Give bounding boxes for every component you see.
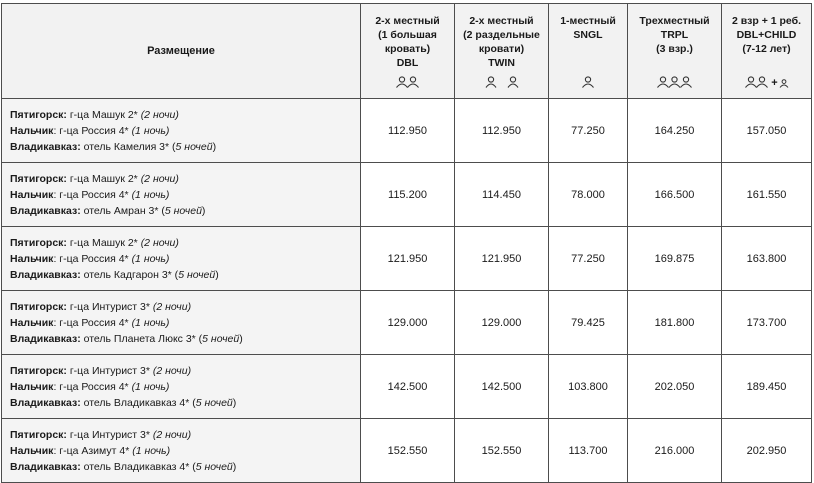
header-sngl bbox=[549, 4, 628, 99]
header-twin-label: 2-х местный (2 раздельные кровати) TWIN bbox=[463, 15, 540, 69]
price-dbl: 152.550 bbox=[361, 419, 455, 483]
route-line-pyatigorsk: Пятигорск: г-ца Интурист 3* (2 ночи) bbox=[10, 364, 192, 377]
header-trpl bbox=[628, 4, 722, 99]
table-row bbox=[2, 99, 812, 163]
one-person-icon bbox=[581, 72, 595, 90]
header-child bbox=[722, 4, 812, 99]
price-table bbox=[1, 3, 812, 483]
header-child-label: 2 взр + 1 реб. DBL+CHILD (7-12 лет) bbox=[731, 15, 802, 55]
price-sngl: 77.250 bbox=[549, 99, 628, 163]
header-placement: Размещение bbox=[2, 4, 361, 99]
table-row bbox=[2, 419, 812, 483]
route-line-nalchik: Нальчик: г-ца Россия 4* (1 ночь) bbox=[10, 380, 170, 393]
price-child: 173.700 bbox=[722, 291, 812, 355]
price-dbl: 129.000 bbox=[361, 291, 455, 355]
plus-sign: + bbox=[771, 77, 778, 89]
route-line-nalchik: Нальчик: г-ца Россия 4* (1 ночь) bbox=[10, 188, 170, 201]
route-line-pyatigorsk: Пятигорск: г-ца Машук 2* (2 ночи) bbox=[10, 236, 179, 249]
price-child: 189.450 bbox=[722, 355, 812, 419]
price-trpl: 216.000 bbox=[628, 419, 722, 483]
table-row bbox=[2, 163, 812, 227]
route-line-pyatigorsk: Пятигорск: г-ца Машук 2* (2 ночи) bbox=[10, 172, 179, 185]
price-twin: 114.450 bbox=[455, 163, 549, 227]
price-trpl: 166.500 bbox=[628, 163, 722, 227]
three-persons-icon bbox=[656, 72, 693, 90]
price-child: 157.050 bbox=[722, 99, 812, 163]
price-twin: 142.500 bbox=[455, 355, 549, 419]
two-separate-persons-icon bbox=[485, 72, 519, 90]
price-trpl: 164.250 bbox=[628, 99, 722, 163]
price-trpl: 181.800 bbox=[628, 291, 722, 355]
price-sngl: 79.425 bbox=[549, 291, 628, 355]
route-line-vladikavkaz: Владикавказ: отель Владикавказ 4* (5 ночей) bbox=[10, 396, 237, 409]
route-line-vladikavkaz: Владикавказ: отель Камелия 3* (5 ночей) bbox=[10, 140, 217, 153]
two-adults-plus-child-icon bbox=[744, 72, 788, 90]
price-trpl: 202.050 bbox=[628, 355, 722, 419]
route-cell bbox=[2, 291, 361, 355]
header-twin bbox=[455, 4, 549, 99]
price-twin: 152.550 bbox=[455, 419, 549, 483]
route-cell bbox=[2, 419, 361, 483]
route-line-pyatigorsk: Пятигорск: г-ца Интурист 3* (2 ночи) bbox=[10, 300, 192, 313]
route-line-vladikavkaz: Владикавказ: отель Владикавказ 4* (5 ночей) bbox=[10, 460, 237, 473]
price-sngl: 103.800 bbox=[549, 355, 628, 419]
route-cell bbox=[2, 99, 361, 163]
route-line-nalchik: Нальчик: г-ца Россия 4* (1 ночь) bbox=[10, 252, 170, 265]
price-dbl: 112.950 bbox=[361, 99, 455, 163]
price-twin: 129.000 bbox=[455, 291, 549, 355]
header-dbl bbox=[361, 4, 455, 99]
header-sngl-label: 1-местный SNGL bbox=[560, 15, 616, 41]
price-dbl: 142.500 bbox=[361, 355, 455, 419]
price-sngl: 78.000 bbox=[549, 163, 628, 227]
route-line-nalchik: Нальчик: г-ца Россия 4* (1 ночь) bbox=[10, 124, 170, 137]
price-child: 163.800 bbox=[722, 227, 812, 291]
table-row bbox=[2, 355, 812, 419]
header-dbl-label: 2-х местный (1 большая кровать) DBL bbox=[375, 15, 440, 69]
price-trpl: 169.875 bbox=[628, 227, 722, 291]
route-line-vladikavkaz: Владикавказ: отель Кадгарон 3* (5 ночей) bbox=[10, 268, 219, 281]
route-cell bbox=[2, 355, 361, 419]
route-line-vladikavkaz: Владикавказ: отель Планета Люкс 3* (5 ночей) bbox=[10, 332, 243, 345]
table-row bbox=[2, 227, 812, 291]
route-line-pyatigorsk: Пятигорск: г-ца Интурист 3* (2 ночи) bbox=[10, 428, 192, 441]
header-row bbox=[2, 4, 812, 99]
route-line-nalchik: Нальчик: г-ца Азимут 4* (1 ночь) bbox=[10, 444, 171, 457]
header-trpl-label: Трехместный TRPL (3 взр.) bbox=[639, 15, 710, 55]
table-row bbox=[2, 291, 812, 355]
price-sngl: 77.250 bbox=[549, 227, 628, 291]
price-child: 161.550 bbox=[722, 163, 812, 227]
route-line-vladikavkaz: Владикавказ: отель Амран 3* (5 ночей) bbox=[10, 204, 206, 217]
price-dbl: 121.950 bbox=[361, 227, 455, 291]
price-sngl: 113.700 bbox=[549, 419, 628, 483]
price-twin: 112.950 bbox=[455, 99, 549, 163]
route-line-pyatigorsk: Пятигорск: г-ца Машук 2* (2 ночи) bbox=[10, 108, 179, 121]
route-cell bbox=[2, 163, 361, 227]
price-child: 202.950 bbox=[722, 419, 812, 483]
two-persons-icon bbox=[395, 72, 421, 90]
route-cell bbox=[2, 227, 361, 291]
price-twin: 121.950 bbox=[455, 227, 549, 291]
price-dbl: 115.200 bbox=[361, 163, 455, 227]
route-line-nalchik: Нальчик: г-ца Россия 4* (1 ночь) bbox=[10, 316, 170, 329]
